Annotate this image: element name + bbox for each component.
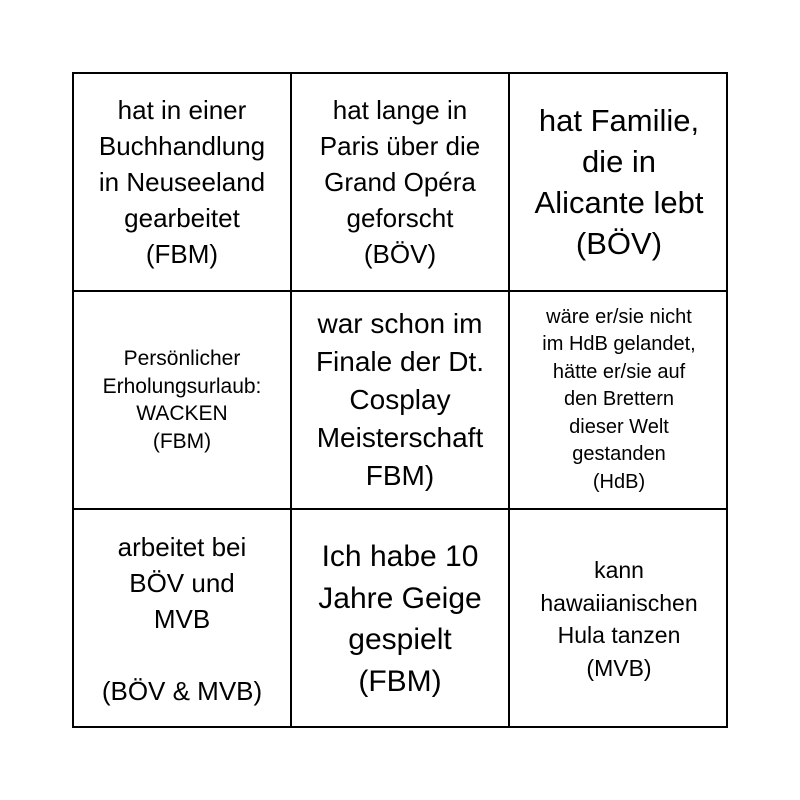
bingo-cell[interactable] [510, 74, 728, 292]
bingo-cell[interactable] [292, 292, 510, 510]
bingo-cell[interactable] [74, 74, 292, 292]
bingo-cell[interactable] [510, 510, 728, 728]
bingo-cell-text: war schon im Finale der Dt. Cosplay Meisterschaft FBM) [315, 308, 485, 491]
bingo-cell-text: hat lange in Paris über die Grand Opéra geforscht (BÖV) [319, 95, 481, 269]
bingo-cell-text: hat in einer Buchhandlung in Neuseeland gearbeitet (FBM) [98, 95, 266, 269]
bingo-cell[interactable] [292, 74, 510, 292]
bingo-board [72, 72, 728, 728]
bingo-cell-text: hat Familie, die in Alicante lebt (BÖV) [534, 103, 704, 261]
bingo-cell-text: arbeitet bei BÖV und MVB (BÖV & MVB) [101, 532, 263, 706]
bingo-cell-text: Persönlicher Erholungsurlaub: WACKEN (FBM) [102, 347, 262, 453]
bingo-cell[interactable] [292, 510, 510, 728]
bingo-cell[interactable] [74, 510, 292, 728]
bingo-cell[interactable] [510, 292, 728, 510]
bingo-cell-text: Ich habe 10 Jahre Geige gespielt (FBM) [318, 540, 482, 698]
bingo-cell-text: kann hawaiianischen Hula tanzen (MVB) [540, 557, 698, 681]
bingo-cell-text: wäre er/sie nicht im HdB gelandet, hätte er/sie auf den Brettern dieser Welt gestanden (HdB) [542, 305, 696, 493]
bingo-cell[interactable] [74, 292, 292, 510]
